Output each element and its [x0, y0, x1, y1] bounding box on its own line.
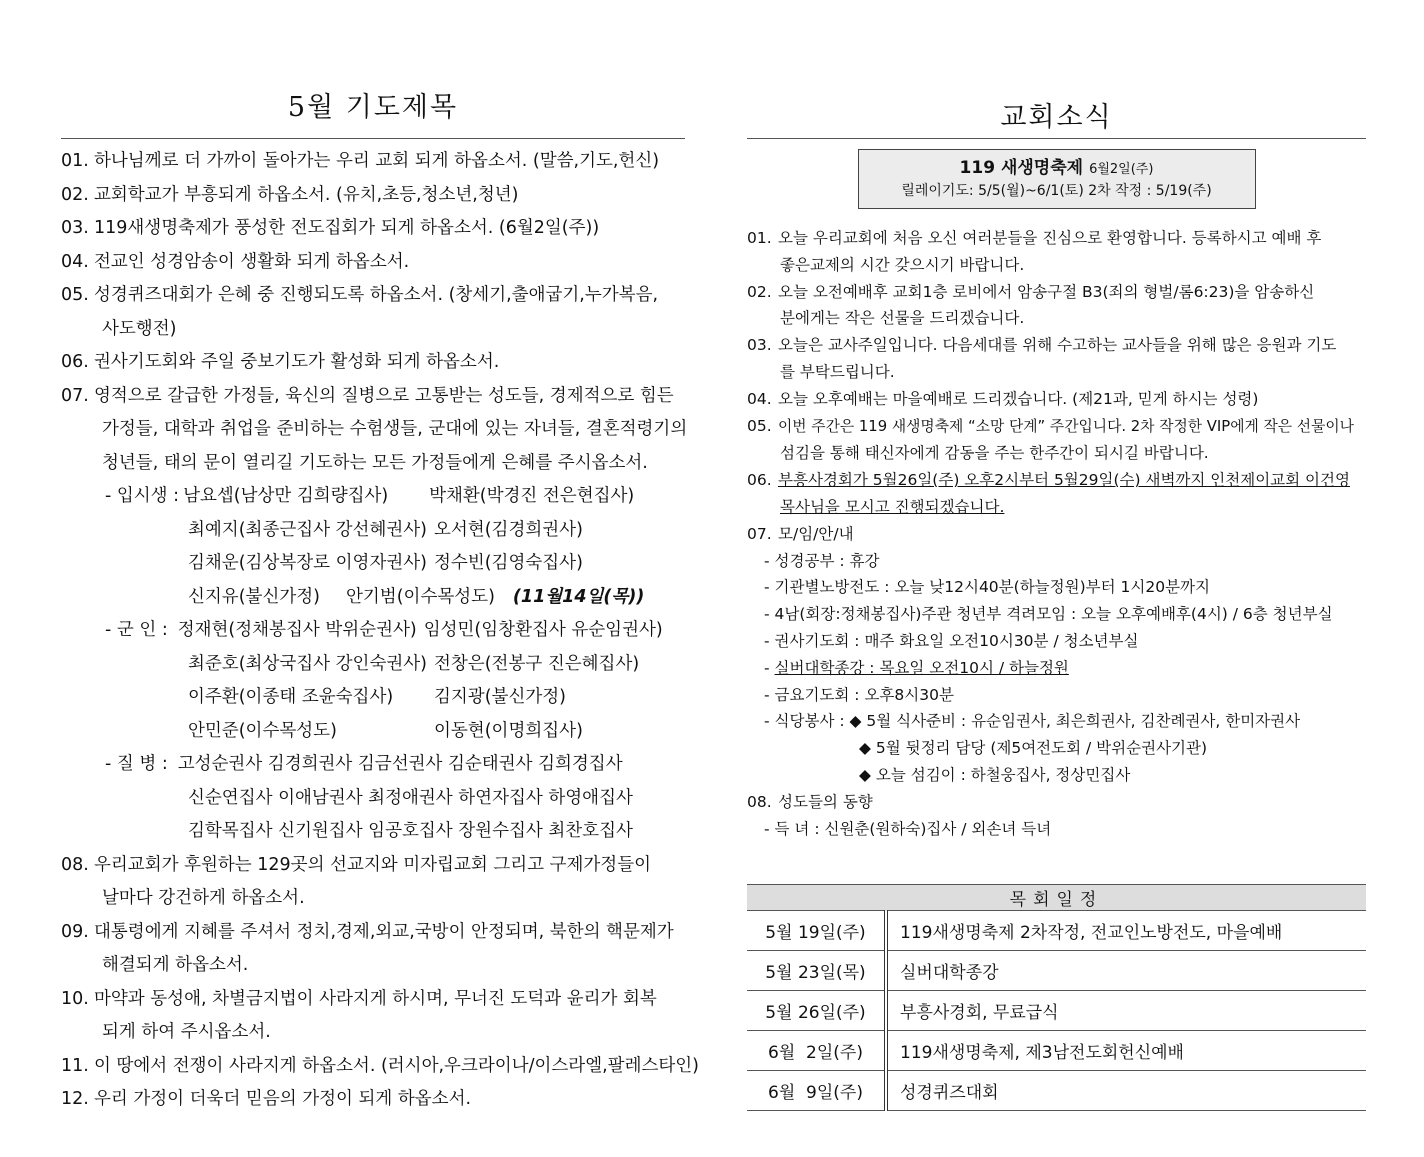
- soldier-label: - 군 인 :: [105, 620, 168, 640]
- table-row: 5월 19일(주) 119새생명축제 2차작정, 전교인노방전도, 마을예배: [747, 911, 1366, 951]
- schedule-header: 목회일정: [747, 885, 1366, 911]
- table-row: 5월 23일(목) 실버대학종강: [747, 951, 1366, 991]
- prayer-item: 12. 우리 가정이 더욱더 믿음의 가정이 되게 하옵소서.: [61, 1089, 472, 1109]
- news-item: 01. 오늘 우리교회에 처음 오신 여러분들을 진심으로 환영합니다. 등록하시고 예배 후: [747, 229, 1322, 247]
- sick-label: - 질 병 :: [105, 754, 168, 774]
- table-row: 5월 26일(주) 부흥사경회, 무료급식: [747, 991, 1366, 1031]
- prayer-item: 06. 권사기도회와 주일 중보기도가 활성화 되게 하옵소서.: [61, 352, 500, 372]
- news-item-cont: 목사님을 모시고 진행되겠습니다.: [780, 497, 1005, 516]
- news-item-cont: 섬김을 통해 태신자에게 감동을 주는 한주간이 되시길 바랍니다.: [780, 444, 1209, 463]
- prayer-item: 05. 성경퀴즈대회가 은혜 중 진행되도록 하옵소서. (창세기,출애굽기,누가복음,: [61, 285, 659, 305]
- prayer-item-cont: 가정들, 대학과 취업을 준비하는 수험생들, 군대에 있는 자녀들, 결혼적령기의: [102, 419, 688, 439]
- news-item-cont: 좋은교제의 시간 갖으시기 바랍니다.: [780, 255, 1025, 274]
- prayer-item: 03. 119새생명축제가 풍성한 전도집회가 되게 하옵소서. (6월2일(주)): [61, 218, 600, 238]
- news-section: [747, 95, 1366, 1103]
- banner-date: 6월2일(주): [1089, 162, 1154, 177]
- prayer-section: [61, 85, 700, 1117]
- news-item: 03. 오늘은 교사주일입니다. 다음세대를 위해 수고하는 교사들을 위해 많은 응원과 기도: [747, 336, 1337, 355]
- meeting-item: - 성경공부 : 휴강: [764, 551, 880, 570]
- prayer-item: 01. 하나님께로 더 가까이 돌아가는 우리 교회 되게 하옵소서. (말씀,기도,헌신): [61, 151, 660, 171]
- news-item: 02. 오늘 오전예배후 교회1층 로비에서 암송구절 B3(죄의 형벌/롬6:23)을 암송하신: [747, 282, 1315, 301]
- news-item: 08. 성도들의 동향: [747, 792, 873, 811]
- table-row: 6월 9일(주) 성경퀴즈대회: [747, 1071, 1366, 1111]
- festival-banner: [858, 149, 1256, 209]
- prayer-item-cont: 사도행전): [102, 318, 177, 339]
- meeting-item: - 실버대학종강 : 목요일 오전10시 / 하늘정원: [764, 658, 1069, 677]
- prayer-item: 11. 이 땅에서 전쟁이 사라지게 하옵소서. (러시아,우크라이나/이스라엘,팔레스타인): [61, 1055, 700, 1076]
- prayer-item: 09. 대통령에게 지혜를 주셔서 정치,경제,외교,국방이 안정되며, 북한의 핵문제가: [61, 921, 674, 942]
- soldier-row: 안민준(이수목성도) 이동현(이명희집사): [188, 720, 583, 741]
- news-item: 07. 모/임/안/내: [747, 524, 854, 543]
- prayer-item: 07. 영적으로 갈급한 가정들, 육신의 질병으로 고통받는 성도들, 경제적으로 힘든: [61, 385, 674, 406]
- exam-label: - 입시생 :: [105, 486, 180, 506]
- banner-title: 119 새생명축제: [959, 158, 1084, 178]
- news-item: 05. 이번 주간은 119 새생명축제 “소망 단계” 주간입니다. 2차 작정한 VIP에게 작은 선물이나: [747, 416, 1354, 435]
- sick-row: 김학목집사 신기원집사 임공호집사 장원수집사 최찬호집사: [188, 821, 633, 841]
- dining-item: - 식당봉사 : ◆ 5월 식사준비 : 유순임권사, 최은희권사, 김찬례권사, 한미자권사: [764, 712, 1301, 731]
- soldier-row: 최준호(최상국집사 강인숙권사) 전창은(전봉구 진은혜집사): [188, 653, 640, 674]
- exam-row: 최예지(최종근집사 강선혜권사) 오서현(김경희권사): [188, 519, 583, 540]
- prayer-list: [61, 145, 700, 1117]
- prayer-item-cont: 날마다 강건하게 하옵소서.: [102, 888, 305, 908]
- exam-note: (11월14일(목)): [512, 586, 645, 607]
- meeting-item: - 금요기도회 : 오후8시30분: [764, 685, 954, 704]
- news-item-cont: 분에게는 작은 선물을 드리겠습니다.: [780, 309, 1025, 328]
- trend-item: - 득 녀 : 신원춘(원하숙)집사 / 외손녀 득녀: [764, 819, 1052, 838]
- prayer-item-cont: 청년들, 태의 문이 열리길 기도하는 모든 가정들에게 은혜를 주시옵소서.: [102, 452, 648, 473]
- prayer-item: 02. 교회학교가 부흥되게 하옵소서. (유치,초등,청소년,청년): [61, 184, 519, 205]
- news-item-revival: 06. 부흥사경회가 5월26일(주) 오후2시부터 5월29일(수) 새벽까지 인천제이교회 이건영: [747, 471, 1350, 490]
- sick-row: - 질 병 : 고성순권사 김경희권사 김금선권사 김순태권사 김희경집사: [105, 754, 623, 774]
- prayer-item: 10. 마약과 동성애, 차별금지법이 사라지게 하시며, 무너진 도덕과 윤리가 회복: [61, 988, 657, 1009]
- soldier-row: 이주환(이종태 조윤숙집사) 김지광(불신가정): [188, 687, 566, 707]
- banner-subline: 릴레이기도: 5/5(월)~6/1(토) 2차 작정 : 5/19(주): [901, 183, 1212, 199]
- schedule-table: [747, 884, 1366, 1111]
- exam-row: - 입시생 : 남요셉(남상만 김희량집사) 박채환(박경진 전은현집사): [105, 486, 635, 506]
- soldier-row: - 군 인 : 정재현(정채봉집사 박위순권사) 임성민(임창환집사 유순임권사): [105, 620, 663, 640]
- exam-row: 김채운(김상복장로 이영자권사) 정수빈(김영숙집사): [188, 553, 583, 573]
- news-title: 교회소식: [747, 95, 1366, 139]
- meeting-item: - 권사기도회 : 매주 화요일 오전10시30분 / 청소년부실: [764, 631, 1139, 650]
- prayer-title: 5월 기도제목: [61, 85, 685, 139]
- meeting-item: - 4남(회장:정채봉집사)주관 청년부 격려모임 : 오늘 오후예배후(4시) / 6층 청년부실: [764, 605, 1333, 624]
- table-row: 6월 2일(주) 119새생명축제, 제3남전도회헌신예배: [747, 1031, 1366, 1071]
- news-list: [747, 225, 1366, 842]
- prayer-item-cont: 해결되게 하옵소서.: [102, 955, 249, 975]
- news-item-cont: 를 부탁드립니다.: [780, 362, 895, 381]
- news-item: 04. 오늘 오후예배는 마을예배로 드리겠습니다. (제21과, 믿게 하시는 성령): [747, 389, 1259, 408]
- sick-row: 신순연집사 이애남권사 최정애권사 하연자집사 하영애집사: [188, 787, 633, 808]
- prayer-item: 08. 우리교회가 후원하는 129곳의 선교지와 미자립교회 그리고 구제가정들이: [61, 854, 652, 875]
- dining-item: ◆ 5월 뒷정리 담당 (제5여전도회 / 박위순권사기관): [859, 739, 1208, 758]
- meeting-item: - 기관별노방전도 : 오늘 낮12시40분(하늘정원)부터 1시20분까지: [764, 578, 1210, 597]
- dining-item: ◆ 오늘 섬김이 : 하철웅집사, 정상민집사: [859, 765, 1131, 784]
- exam-row: 신지유(불신가정) 안기범(이수목성도) (11월14일(목)): [188, 586, 645, 607]
- prayer-item: 04. 전교인 성경암송이 생활화 되게 하옵소서.: [61, 251, 410, 272]
- prayer-item-cont: 되게 하여 주시옵소서.: [102, 1022, 271, 1042]
